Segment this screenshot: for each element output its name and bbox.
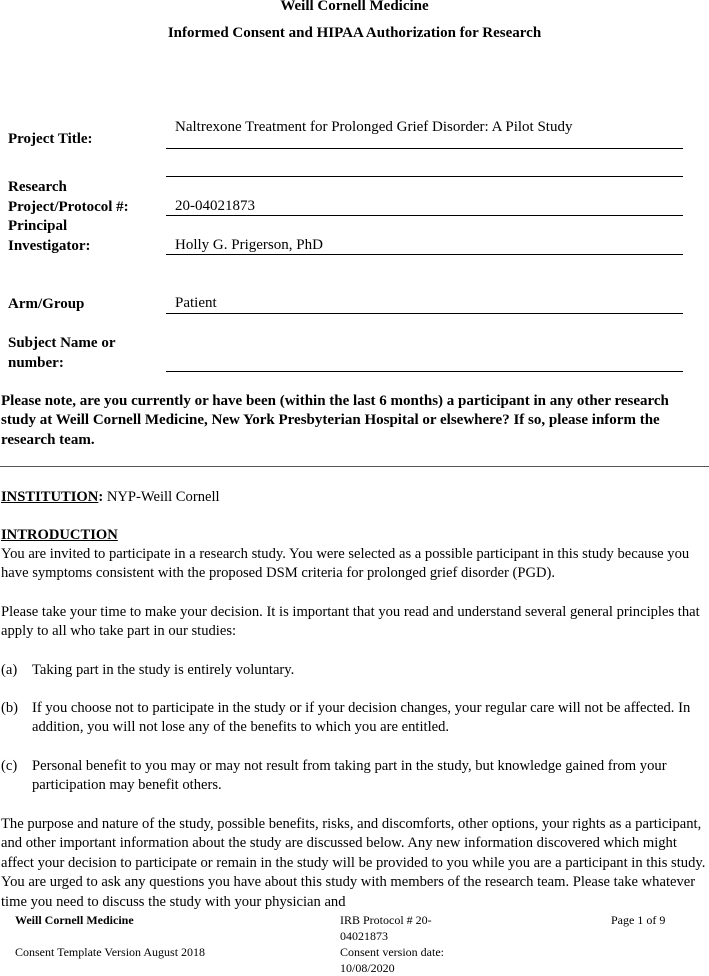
pi-label-line2: Investigator: [8, 238, 91, 254]
institution-label: INSTITUTION [1, 489, 99, 505]
intro-paragraph-2: Please take your time to make your decision. It is important that you read and understand several general principles that apply to all who take part in our studies: [1, 604, 700, 640]
introduction-heading: INTRODUCTION [1, 527, 118, 543]
intro-paragraph-3: The purpose and nature of the study, possible benefits, risks, and discomforts, other options, your rights as a participant, and other important information about the study are discussed below. Any new information discovered which might affect your decision to participate or remain in the study will be provided to you while you are a participant in this study. You are urged to ask any questions you have about this study with members of the research team. Please take whatever time you need to discuss the study with your physician and [1, 816, 706, 910]
list-marker-c: (c) [1, 758, 18, 774]
document-title: Informed Consent and HIPAA Authorization for Research [167, 25, 542, 41]
protocol-label-line1: Research [8, 179, 67, 195]
protocol-underline [166, 215, 683, 216]
list-text-c: Personal benefit to you may or may not result from taking part in the study, but knowledge gained from your participation may benefit others. [32, 758, 667, 794]
list-marker-a: (a) [1, 662, 18, 678]
list-text-b: If you choose not to participate in the study or if your decision changes, your regular care will not be affected. In addition, you will not lose any of the benefits to which you are entitled. [32, 700, 691, 736]
header-org: Weill Cornell Medicine [280, 0, 429, 14]
protocol-label-line2: Project/Protocol #: [8, 199, 129, 215]
subject-label-line1: Subject Name or [8, 335, 116, 351]
institution-colon: : [98, 489, 104, 505]
subject-label-line2: number: [8, 355, 64, 371]
footer-consent-line2: 10/08/2020 [340, 961, 395, 975]
footer-irb-line1: IRB Protocol # 20- [340, 913, 432, 927]
pi-underline [166, 254, 683, 255]
participation-notice: Please note, are you currently or have been (within the last 6 months) a participant in any other research study at Weill Cornell Medicine, New York Presbyterian Hospital or elsewhere? If so, please inform the research team. [1, 393, 669, 448]
footer-template-version: Consent Template Version August 2018 [15, 945, 206, 959]
arm-group-label: Arm/Group [8, 296, 85, 312]
arm-group-value: Patient [175, 295, 217, 311]
institution-value: NYP-Weill Cornell [103, 489, 220, 505]
section-divider [0, 466, 709, 467]
project-title-value: Naltrexone Treatment for Prolonged Grief Disorder: A Pilot Study [175, 119, 573, 135]
institution-line [1, 488, 707, 507]
project-title-label: Project Title: [8, 131, 93, 147]
footer-irb-line2: 04021873 [340, 929, 388, 943]
footer-consent-line1: Consent version date: [340, 945, 444, 959]
protocol-number-value: 20-04021873 [175, 198, 255, 214]
footer-page-number: Page 1 of 9 [611, 913, 666, 927]
pi-value: Holly G. Prigerson, PhD [175, 237, 323, 253]
subject-underline [166, 371, 683, 372]
pi-label-line1: Principal [8, 218, 68, 234]
list-text-a: Taking part in the study is entirely voluntary. [32, 662, 295, 678]
footer-org: Weill Cornell Medicine [15, 913, 134, 927]
arm-group-underline [166, 313, 683, 314]
project-title-underline-2 [166, 176, 683, 177]
intro-paragraph-1: You are invited to participate in a research study. You were selected as a possible participant in this study because you have symptoms consistent with the proposed DSM criteria for prolonged grief disorder (PGD). [1, 546, 690, 582]
list-marker-b: (b) [1, 700, 19, 716]
project-title-underline [166, 148, 683, 149]
